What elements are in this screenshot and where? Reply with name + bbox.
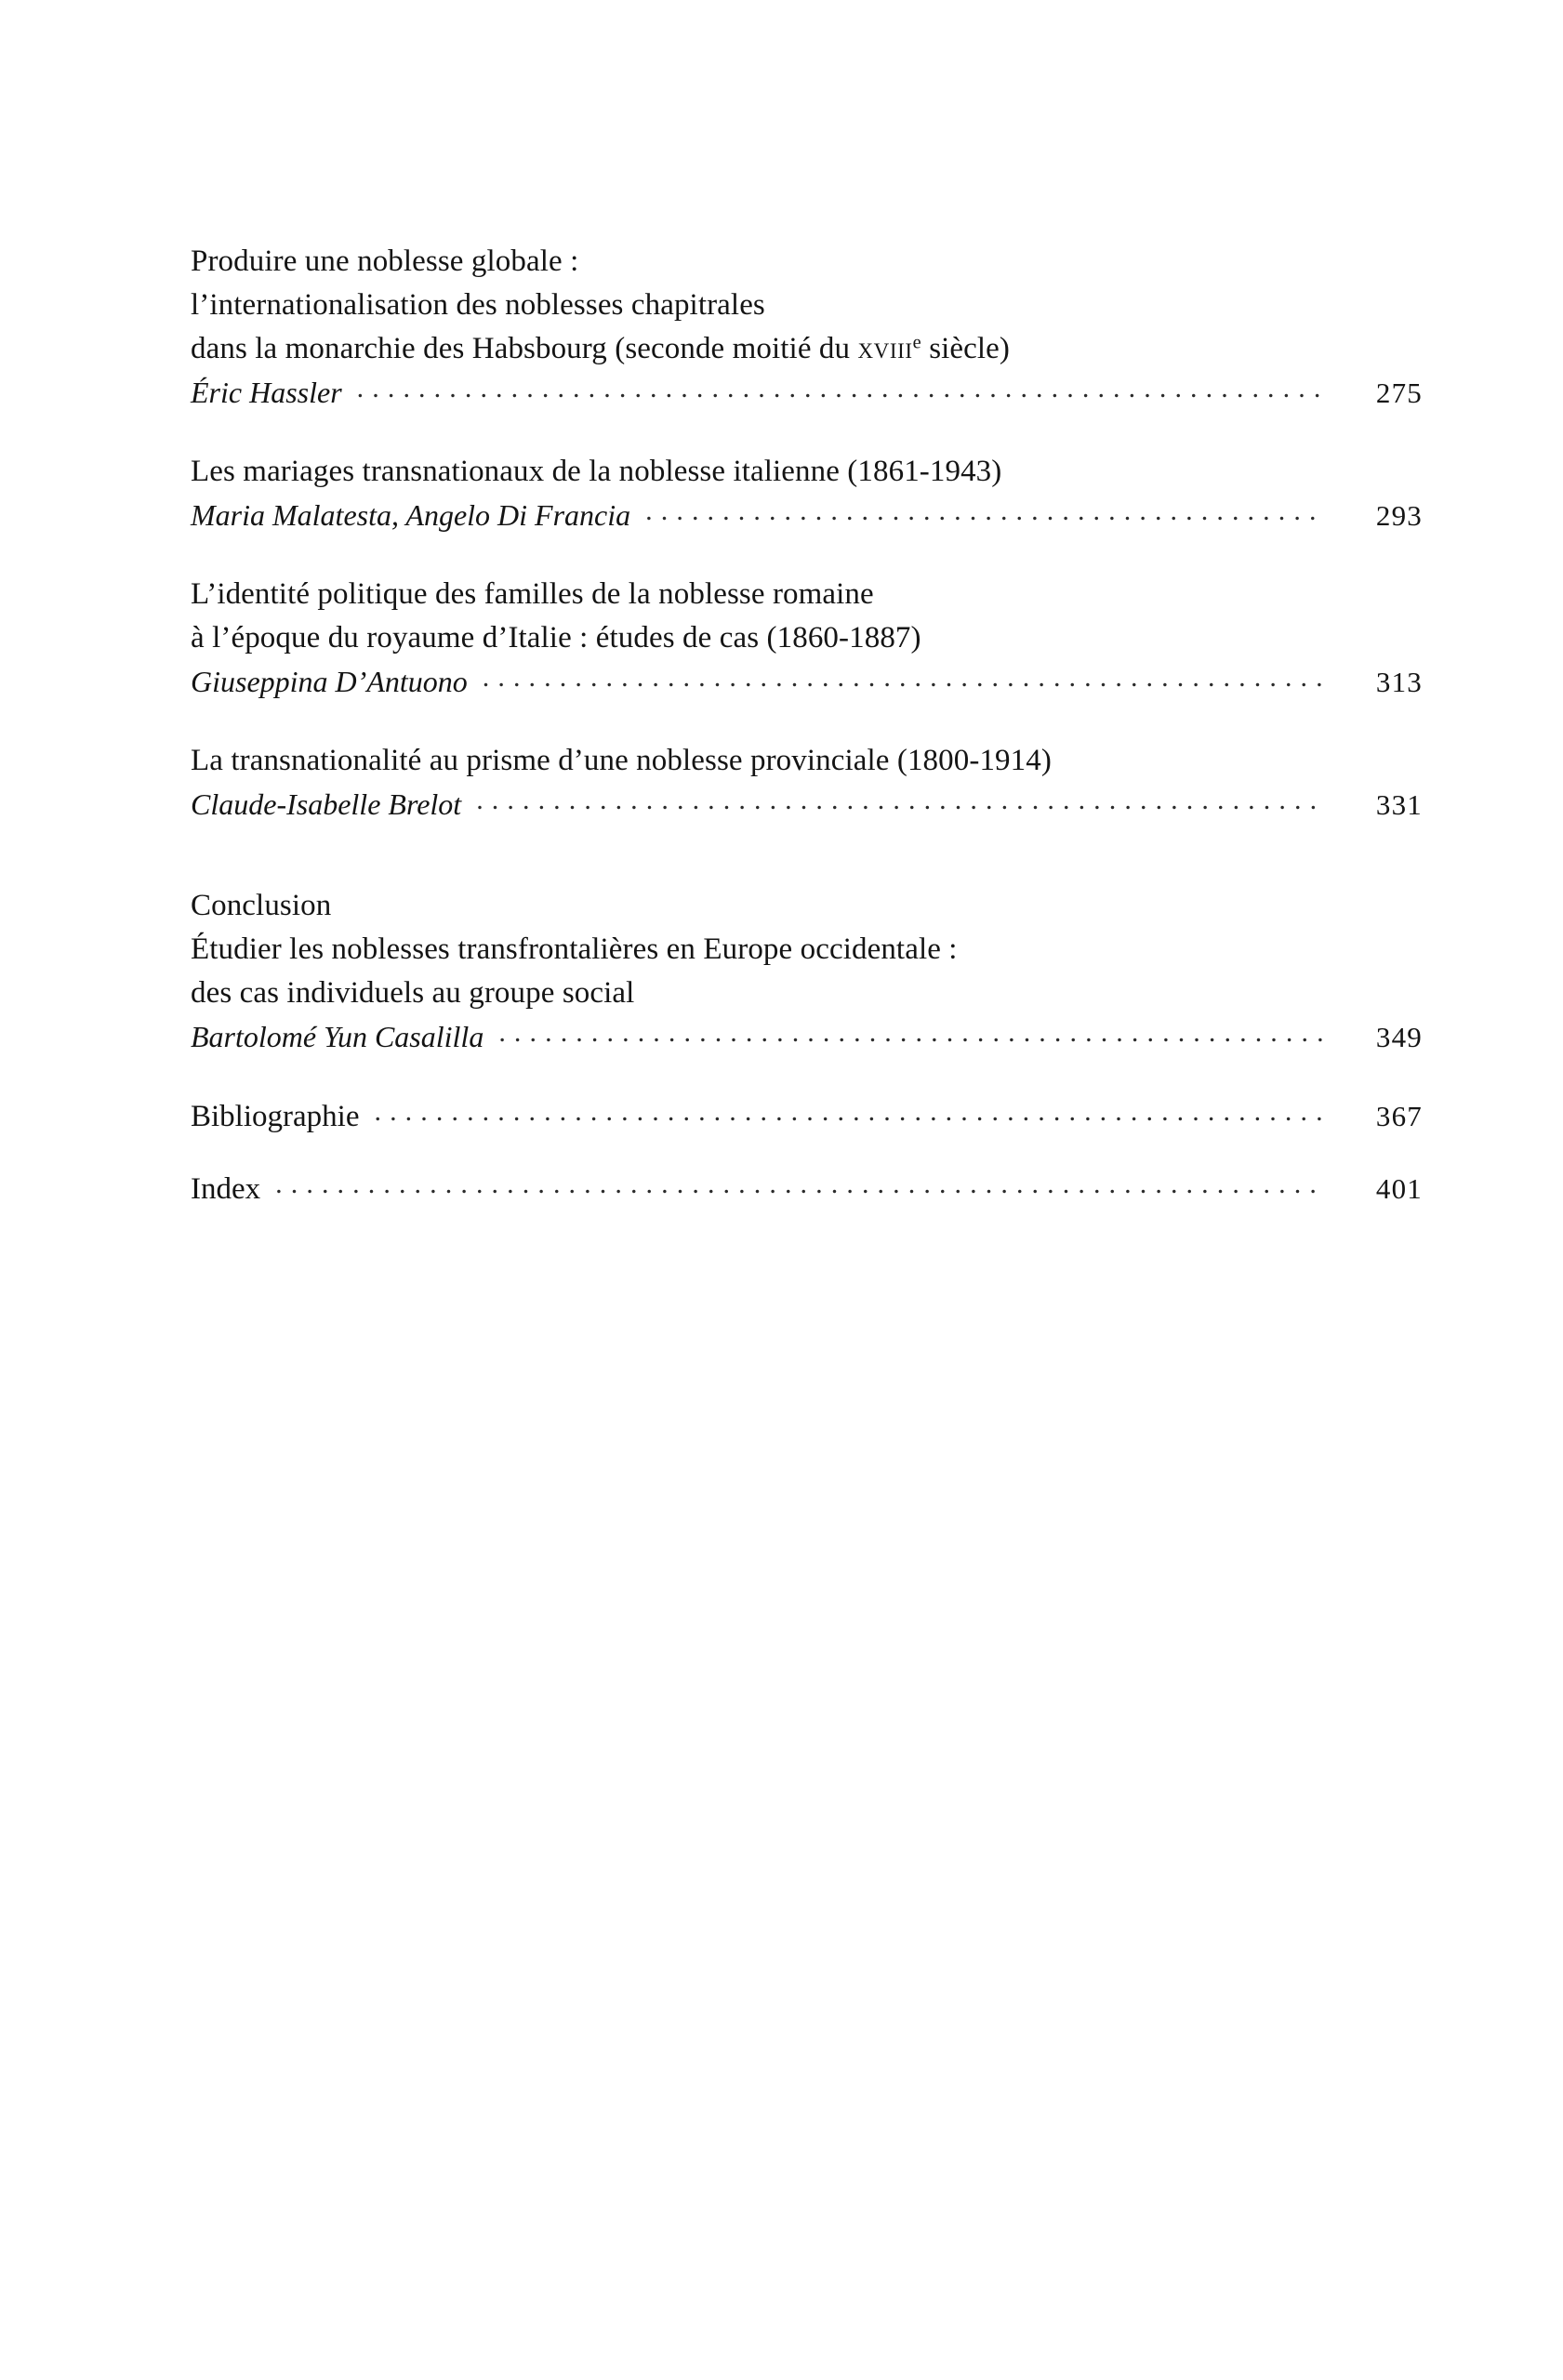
- toc-entry: [191, 450, 1423, 537]
- toc-entry: [191, 739, 1423, 826]
- ordinal-suffix: e: [912, 332, 921, 353]
- toc-entry-conclusion: [191, 884, 1423, 1059]
- toc-entry-page-number: 349: [1375, 1021, 1423, 1053]
- toc-entry: [191, 240, 1423, 415]
- toc-leader-row[interactable]: [191, 1094, 1423, 1139]
- toc-entry-title-line: Produire une noblesse globale :: [191, 245, 579, 278]
- toc-entry-author: Claude-Isabelle Brelot: [191, 787, 462, 821]
- toc-entry-title-line: La transnationalité au prisme d’une noblesse provinciale (1800-1914): [191, 744, 1052, 777]
- dot-leader: [357, 388, 1324, 403]
- toc-leader-row[interactable]: [191, 1167, 1423, 1211]
- toc-entry-title-line: Les mariages transnationaux de la noblesse italienne (1861-1943): [191, 455, 1002, 488]
- toc-entry-label: Bibliographie: [191, 1100, 360, 1133]
- title-text-post: siècle): [921, 332, 1011, 365]
- toc-entry-author: Maria Malatesta, Angelo Di Francia: [191, 498, 631, 532]
- toc-leader-row[interactable]: [191, 494, 1423, 537]
- table-of-contents: [191, 240, 1423, 1239]
- toc-entry-page-number: 367: [1375, 1100, 1423, 1132]
- dot-leader: [374, 1111, 1324, 1126]
- century-numeral: xviii: [857, 332, 913, 365]
- toc-entry-title-line: à l’époque du royaume d’Italie : études de cas (1860-1887): [191, 621, 921, 654]
- toc-entry-page-number: 293: [1375, 499, 1423, 532]
- toc-entry-title-line: [191, 327, 1423, 371]
- title-text-pre: dans la monarchie des Habsbourg (seconde moitié du: [191, 332, 858, 365]
- toc-entry: [191, 573, 1423, 704]
- toc-entry-page-number: 401: [1375, 1172, 1423, 1205]
- dot-leader: [498, 1032, 1324, 1047]
- toc-entry-title-line: des cas individuels au groupe social: [191, 976, 635, 1010]
- toc-entry-page-number: 331: [1375, 788, 1423, 821]
- toc-entry-title-line: L’identité politique des familles de la noblesse romaine: [191, 577, 874, 611]
- dot-leader: [476, 800, 1324, 814]
- toc-entry-page-number: 313: [1375, 666, 1423, 698]
- toc-entry-title-line: Étudier les noblesses transfrontalières en Europe occidentale :: [191, 932, 958, 966]
- toc-entry-label: Index: [191, 1172, 261, 1206]
- toc-entry-title-line: l’internationalisation des noblesses chapitrales: [191, 288, 765, 322]
- dot-leader: [275, 1183, 1324, 1198]
- toc-leader-row[interactable]: [191, 371, 1423, 415]
- toc-leader-row[interactable]: [191, 1015, 1423, 1059]
- toc-section-heading: Conclusion: [191, 889, 332, 922]
- toc-entry-index: [191, 1167, 1423, 1211]
- toc-leader-row[interactable]: [191, 660, 1423, 704]
- toc-entry-author: Giuseppina D’Antuono: [191, 665, 468, 698]
- toc-entry-author: Bartolomé Yun Casalilla: [191, 1020, 484, 1053]
- dot-leader: [645, 510, 1324, 525]
- toc-leader-row[interactable]: [191, 783, 1423, 826]
- toc-entry-bibliographie: [191, 1094, 1423, 1139]
- toc-entry-page-number: 275: [1375, 377, 1423, 409]
- toc-entry-author: Éric Hassler: [191, 376, 342, 409]
- dot-leader: [483, 677, 1324, 692]
